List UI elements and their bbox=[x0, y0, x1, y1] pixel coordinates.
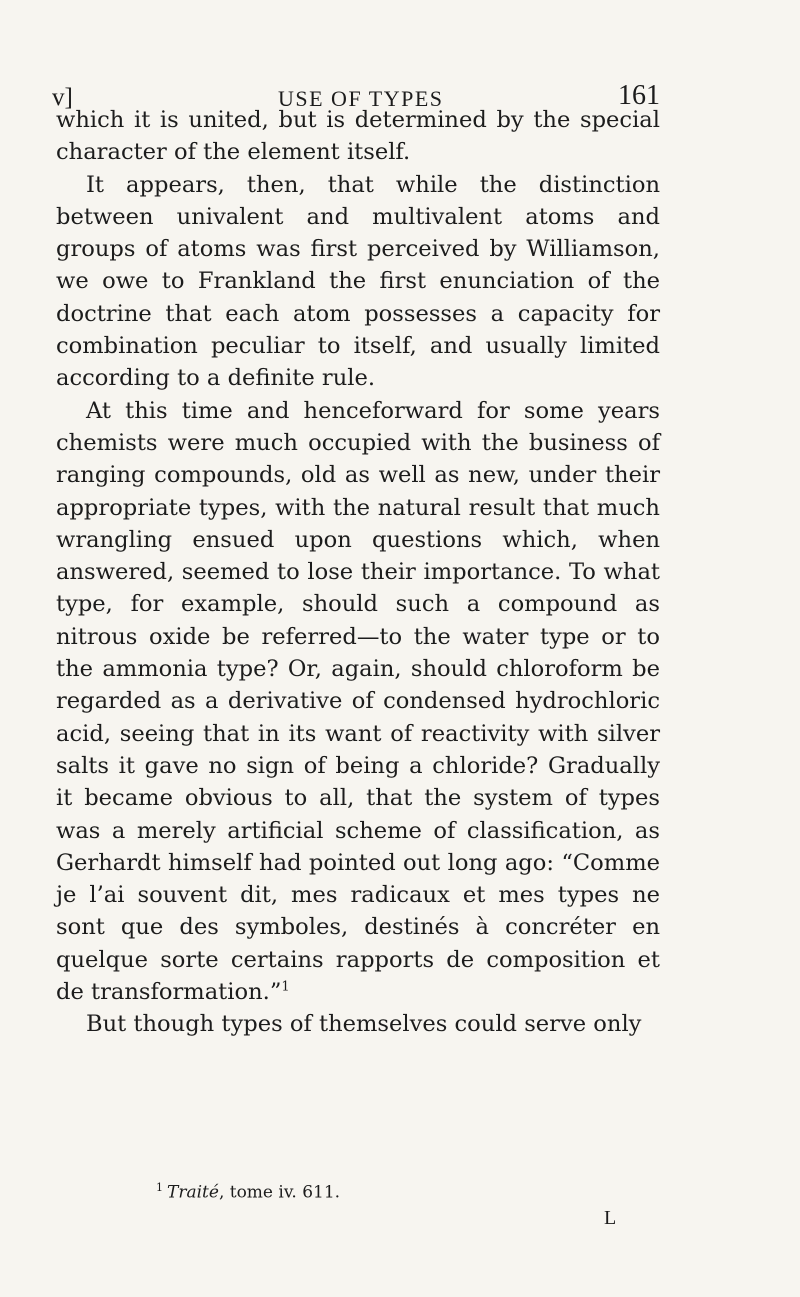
paragraph-3-text: At this time and henceforward for some years chemists were much occupied with the business of ranging compounds, old as well as new, under their appropriate types, with the natural result that much wrangling ensued upon questions which, when answered, seemed to lose their importance. To what type, for example, should such a compound as nitrous oxide be referred—to the water type or to the ammonia type? Or, again, should chloroform be regarded as a derivative of condensed hydrochloric acid, seeing that in its want of reactivity with silver salts it gave no sign of being a chloride? Gradually it became obvious to all, that the system of types was a merely artificial scheme of classification, as Gerhardt himself had pointed out long ago: “Comme je l’ai souvent dit, mes radicaux et mes types ne sont que des symboles, destinés à concréter en quelque sorte certains rapports de composition et de transformation.” bbox=[56, 397, 660, 1006]
paragraph-3 bbox=[56, 395, 660, 1009]
book-page bbox=[52, 78, 660, 1229]
paragraph-2: It appears, then, that while the distinction between univalent and multivalent atoms and groups of atoms was first perceived by Williamson, we owe to Frankland the first enunciation of the doctrine that each atom possesses a capacity for combination peculiar to itself, and usually limited according to a definite rule. bbox=[56, 171, 660, 392]
paragraph-1: which it is united, but is determined by the special character of the element itself. bbox=[56, 107, 660, 166]
body-text bbox=[56, 104, 660, 1041]
signature-mark: L bbox=[604, 1207, 617, 1229]
footnote-title: Traité bbox=[167, 1182, 219, 1203]
page-number: 161 bbox=[618, 80, 660, 111]
footnote bbox=[56, 1177, 660, 1204]
running-title: USE OF TYPES bbox=[278, 86, 444, 111]
footnote-marker: 1 bbox=[156, 1181, 163, 1194]
footnote-reference: 1 bbox=[281, 979, 290, 995]
chapter-marker: v] bbox=[52, 84, 73, 111]
footnote-text: , tome iv. 611. bbox=[218, 1182, 341, 1203]
paragraph-4: But though types of themselves could serve only bbox=[86, 1011, 642, 1038]
